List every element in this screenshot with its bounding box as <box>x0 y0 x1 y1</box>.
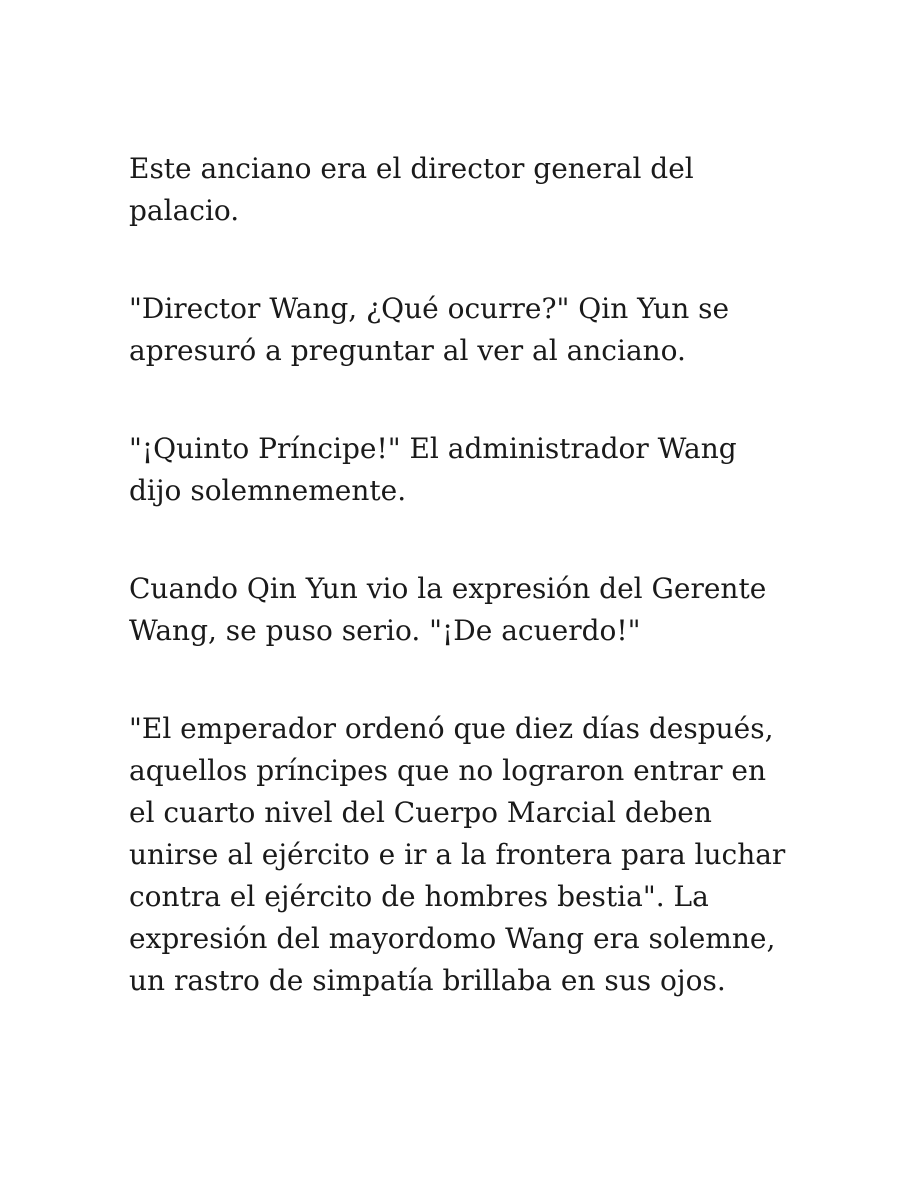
paragraph-2: "Director Wang, ¿Qué ocurre?" Qin Yun se apresuró a preguntar al ver al anciano. <box>129 292 730 367</box>
paragraph-5: "El emperador ordenó que diez días después, aquellos príncipes que no lograron entrar en el cuarto nivel del Cuerpo Marcial deben unirse al ejército e ir a la frontera para luchar contra el ejército de hombres bestia". La expresión del mayordomo Wang era solemne, un rastro de simpatía brillaba en sus ojos. <box>129 712 786 997</box>
paragraph-4: Cuando Qin Yun vio la expresión del Gerente Wang, se puso serio. "¡De acuerdo!" <box>129 572 767 647</box>
paragraph-3: "¡Quinto Príncipe!" El administrador Wang dijo solemnemente. <box>129 432 737 507</box>
document-body <box>129 148 789 1058</box>
paragraph-1: Este anciano era el director general del palacio. <box>129 152 694 227</box>
